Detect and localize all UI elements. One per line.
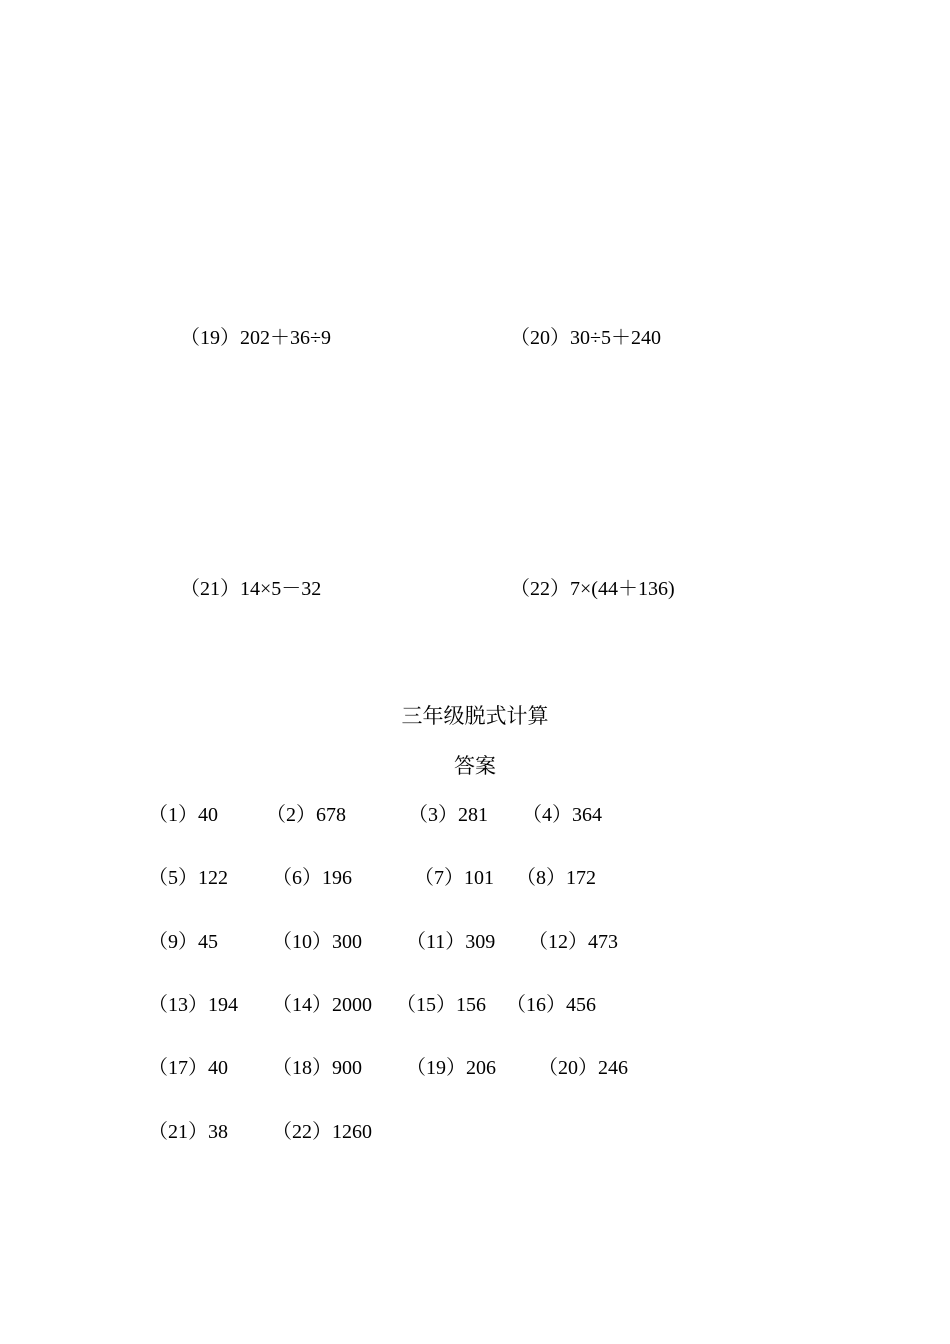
answer-item: （16）456 [506,994,596,1016]
answer-item: （7）101 [414,867,494,889]
answer-item: （11）309 [406,931,496,953]
problem-22: （22）7×(44＋136) [510,578,675,600]
answer-item: （19）206 [406,1057,496,1079]
answer-item: （9）45 [148,931,218,953]
answer-item: （3）281 [408,804,488,826]
answer-item: （4）364 [522,804,602,826]
answer-item: （21）38 [148,1121,228,1143]
answer-item: （6）196 [272,867,352,889]
answer-heading: 答案 [454,754,496,778]
section-title: 三年级脱式计算 [401,704,549,728]
answer-item: （8）172 [516,867,596,889]
answer-item: （17）40 [148,1057,228,1079]
problem-20: （20）30÷5＋240 [510,327,661,349]
answer-item: （2）678 [266,804,346,826]
problem-21: （21）14×5－32 [180,578,322,600]
answer-item: （18）900 [272,1057,362,1079]
answer-item: （14）2000 [272,994,372,1016]
answer-item: （22）1260 [272,1121,372,1143]
answer-item: （12）473 [528,931,618,953]
answer-item: （1）40 [148,804,218,826]
answer-item: （15）156 [396,994,486,1016]
answer-item: （20）246 [538,1057,628,1079]
answer-item: （13）194 [148,994,238,1016]
answer-item: （10）300 [272,931,362,953]
problem-19: （19）202＋36÷9 [180,327,331,349]
answer-item: （5）122 [148,867,228,889]
